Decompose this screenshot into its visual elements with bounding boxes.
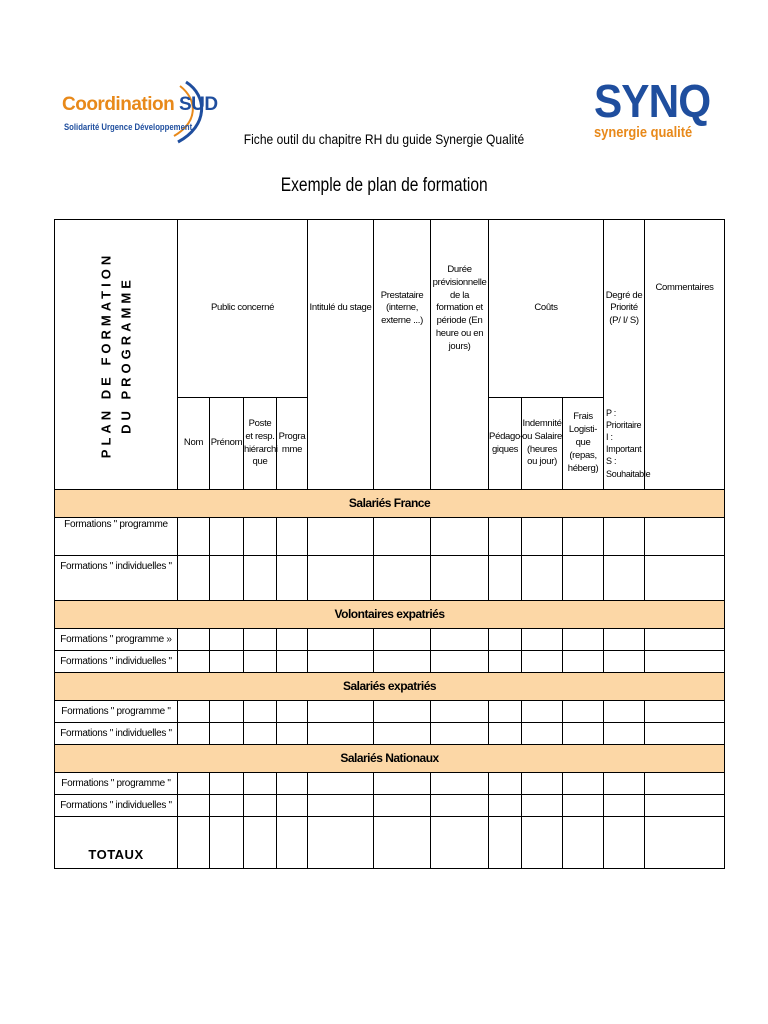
subheader-pedagogiques: Pédago- giques	[489, 398, 522, 490]
table-cell	[178, 723, 210, 745]
table-cell	[277, 773, 308, 795]
table-cell	[645, 629, 725, 651]
table-cell	[277, 701, 308, 723]
table-cell	[178, 651, 210, 673]
logo-name: Coordination SUD	[62, 94, 218, 115]
table-cell	[277, 817, 308, 869]
table-cell	[489, 795, 522, 817]
table-cell	[210, 651, 244, 673]
table-cell	[522, 556, 563, 601]
table-cell	[489, 701, 522, 723]
table-cell	[178, 795, 210, 817]
table-cell	[645, 817, 725, 869]
document-title: Exemple de plan de formation	[280, 175, 488, 196]
table-cell	[604, 817, 645, 869]
section-salaries-france: Salariés France	[55, 490, 725, 518]
table-cell	[308, 817, 374, 869]
table-cell	[178, 629, 210, 651]
table-cell	[308, 723, 374, 745]
table-cell	[210, 795, 244, 817]
header-prestataire: Prestataire (interne, externe ...)	[374, 220, 431, 398]
table-cell	[522, 651, 563, 673]
table-cell	[308, 795, 374, 817]
table-cell	[210, 773, 244, 795]
table-cell	[522, 773, 563, 795]
table-cell	[522, 817, 563, 869]
subheader-programme: Progra mme	[277, 398, 308, 490]
row-label: Formations " programme »	[55, 629, 178, 651]
table-cell	[645, 795, 725, 817]
table-cell	[244, 817, 277, 869]
table-cell	[431, 556, 489, 601]
table-cell	[604, 651, 645, 673]
table-cell	[374, 773, 431, 795]
table-cell	[374, 723, 431, 745]
header-commentaires: Commentaires	[645, 220, 725, 490]
table-cell	[563, 723, 604, 745]
synq-subline: synergie qualité	[594, 124, 693, 141]
table-cell	[277, 651, 308, 673]
table-cell	[308, 556, 374, 601]
table-cell	[563, 817, 604, 869]
header-public: Public concerné	[178, 220, 308, 398]
table-cell	[277, 556, 308, 601]
section-volontaires-expatries: Volontaires expatriés	[55, 601, 725, 629]
document-subtitle: Fiche outil du chapitre RH du guide Synergie Qualité	[243, 131, 525, 147]
table-cell	[489, 518, 522, 556]
table-cell	[210, 556, 244, 601]
table-cell	[308, 518, 374, 556]
table-cell	[277, 518, 308, 556]
section-salaries-nationaux: Salariés Nationaux	[55, 745, 725, 773]
subheader-prestataire-blank	[374, 398, 431, 490]
table-cell	[645, 518, 725, 556]
table-cell	[374, 817, 431, 869]
table-cell	[244, 651, 277, 673]
row-label: Formations " programme "	[55, 773, 178, 795]
row-label: Formations " programme "	[55, 701, 178, 723]
table-cell	[645, 701, 725, 723]
table-cell	[374, 795, 431, 817]
subheader-nom: Nom	[178, 398, 210, 490]
table-cell	[374, 701, 431, 723]
table-cell	[563, 629, 604, 651]
table-cell	[210, 701, 244, 723]
logo-tagline: Solidarité Urgence Développement	[64, 122, 193, 132]
table-cell	[431, 723, 489, 745]
table-cell	[563, 795, 604, 817]
table-cell	[604, 518, 645, 556]
table-cell	[277, 795, 308, 817]
training-plan-table	[54, 219, 725, 869]
header-degre: Degré de Priorité (P/ I/ S)	[604, 220, 645, 398]
table-cell	[244, 795, 277, 817]
table-cell	[308, 773, 374, 795]
table-cell	[244, 518, 277, 556]
table-cell	[431, 651, 489, 673]
row-label: Formations " individuelles "	[55, 556, 178, 601]
table-cell	[244, 629, 277, 651]
table-cell	[178, 817, 210, 869]
table-cell	[210, 723, 244, 745]
table-cell	[604, 556, 645, 601]
table-cell	[244, 701, 277, 723]
table-cell	[244, 773, 277, 795]
table-cell	[374, 629, 431, 651]
row-label: Formations " individuelles "	[55, 795, 178, 817]
subheader-frais: Frais Logisti-que (repas, héberg)	[563, 398, 604, 490]
plan-vertical-title: PLAN DE FORMATION DU PROGRAMME	[55, 220, 178, 490]
table-cell	[210, 817, 244, 869]
table-cell	[522, 518, 563, 556]
table-cell	[244, 556, 277, 601]
table-cell	[604, 795, 645, 817]
header-couts: Coûts	[489, 220, 604, 398]
totals-label: TOTAUX	[55, 817, 178, 869]
row-label: Formations " individuelles "	[55, 723, 178, 745]
table-cell	[374, 556, 431, 601]
table-cell	[374, 651, 431, 673]
subheader-priorite-legend: P : Prioritaire I : Important S : Souhaitable	[604, 398, 645, 490]
table-cell	[178, 701, 210, 723]
table-cell	[645, 773, 725, 795]
table-cell	[244, 723, 277, 745]
table-cell	[604, 773, 645, 795]
table-cell	[431, 795, 489, 817]
table-cell	[308, 651, 374, 673]
table-cell	[604, 629, 645, 651]
table-cell	[645, 556, 725, 601]
table-cell	[277, 629, 308, 651]
table-cell	[431, 518, 489, 556]
table-cell	[645, 651, 725, 673]
table-cell	[522, 629, 563, 651]
table-cell	[604, 723, 645, 745]
table-cell	[489, 556, 522, 601]
table-cell	[645, 723, 725, 745]
table-cell	[563, 518, 604, 556]
table-cell	[522, 795, 563, 817]
table-cell	[522, 701, 563, 723]
synq-wordmark: SYNQ	[594, 75, 711, 127]
table-cell	[522, 723, 563, 745]
table-cell	[178, 556, 210, 601]
table-cell	[489, 629, 522, 651]
row-label: Formations " individuelles "	[55, 651, 178, 673]
table-cell	[178, 518, 210, 556]
table-cell	[308, 629, 374, 651]
table-cell	[489, 651, 522, 673]
subheader-poste: Poste et resp. hiérarchi que	[244, 398, 277, 490]
table-cell	[563, 701, 604, 723]
table-cell	[431, 773, 489, 795]
table-cell	[308, 701, 374, 723]
table-cell	[563, 556, 604, 601]
header-intitule: Intitulé du stage	[308, 220, 374, 398]
subheader-indemnite: Indemnité ou Salaire (heures ou jour)	[522, 398, 563, 490]
section-salaries-expatries: Salariés expatriés	[55, 673, 725, 701]
table-cell	[431, 701, 489, 723]
subheader-duree-blank	[431, 398, 489, 490]
subheader-prenom: Prénom	[210, 398, 244, 490]
table-cell	[604, 701, 645, 723]
table-cell	[210, 629, 244, 651]
table-cell	[489, 773, 522, 795]
table-cell	[277, 723, 308, 745]
table-cell	[489, 817, 522, 869]
table-cell	[563, 651, 604, 673]
table-cell	[210, 518, 244, 556]
subheader-intitule-blank	[308, 398, 374, 490]
table-cell	[489, 723, 522, 745]
table-cell	[431, 817, 489, 869]
table-cell	[374, 518, 431, 556]
table-cell	[431, 629, 489, 651]
table-cell	[178, 773, 210, 795]
table-cell	[563, 773, 604, 795]
row-label: Formations " programme	[55, 518, 178, 556]
header-duree: Durée prévisionnelle de la formation et période (En heure ou en jours)	[431, 220, 489, 398]
